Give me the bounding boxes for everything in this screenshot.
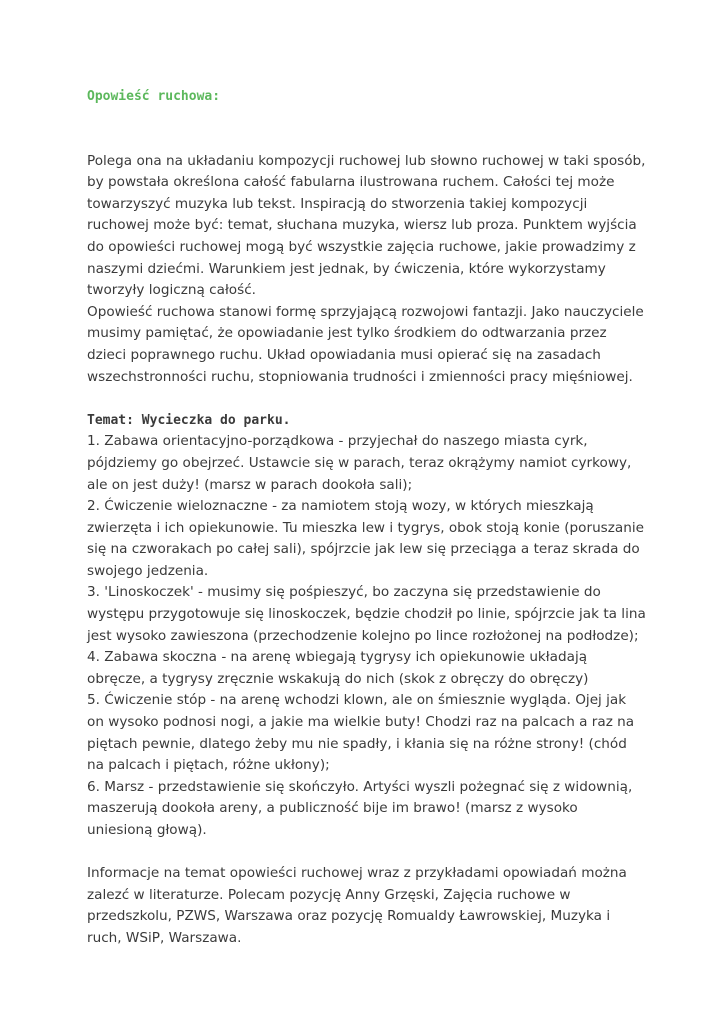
second-paragraph: Opowieść ruchowa stanowi formę sprzyjającą rozwojowi fantazji. Jako nauczyciele musimy pamiętać, że opowiadanie jest tylko środkiem do odtwarzania przez dzieci poprawnego ruchu. Układ opowiadania musi opierać się na zasadach wszechstronności ruchu, stopniowania trudności i zmienności pracy mięśniowej. [87, 303, 644, 385]
document-body [87, 86, 647, 950]
document-title: Opowieść ruchowa: [87, 89, 221, 104]
list-item: 5. Ćwiczenie stóp - na arenę wchodzi klown, ale on śmiesznie wygląda. Ojej jak on wysoko podnosi nogi, a jakie ma wielkie buty! Chodzi raz na palcach a raz na piętach pewnie, dlatego żeby mu nie spadły, i kłania się na różne strony! (chód na palcach i piętach, różne ukłony); [87, 692, 635, 774]
list-item: 2. Ćwiczenie wieloznaczne - za namiotem stoją wozy, w których mieszkają zwierzęta i ich opiekunowie. Tu mieszka lew i tygrys, obok stoją konie (poruszanie się na czworakach po całej sali), spójrzcie jak lew się przeciąga a teraz skrada do swojego jedzenia. [87, 498, 644, 579]
intro-paragraph: Polega ona na układaniu kompozycji ruchowej lub słowno ruchowej w taki sposób, by powstała określona całość fabularna ilustrowana ruchem. Całości tej może towarzyszyć muzyka lub tekst. Inspiracją do stworzenia takiej kompozycji ruchowej może być: temat, słuchana muzyka, wiersz lub proza. Punktem wyjścia do opowieści ruchowej mogą być wszystkie zajęcia ruchowe, jakie prowadzimy z naszymi dziećmi. Warunkiem jest jednak, by ćwiczenia, które wykorzystamy tworzyły logiczną całość. [87, 152, 646, 299]
spacer [87, 388, 647, 410]
list-item: 4. Zabawa skoczna - na arenę wbiegają tygrysy ich opiekunowie układają obręcze, a tygrysy zręcznie wskakują do nich (skok z obręczy do obręczy) [87, 649, 589, 687]
list-item: 6. Marsz - przedstawienie się skończyło. Artyści wyszli pożegnać się z widownią, maszerują dookoła areny, a publiczność bije im brawo! (marsz z wysoko uniesioną głową). [87, 778, 633, 838]
spacer [87, 108, 647, 151]
spacer [87, 842, 647, 864]
topic-heading: Temat: Wycieczka do parku. [87, 412, 291, 428]
closing-paragraph: Informacje na temat opowieści ruchowej wraz z przykładami opowiadań można zalezć w literaturze. Polecam pozycję Anny Grzęski, Zajęcia ruchowe w przedszkolu, PZWS, Warszawa oraz pozycję Romualdy Ławrowskiej, Muzyka i ruch, WSiP, Warszawa. [87, 865, 627, 946]
list-item: 3. 'Linoskoczek' - musimy się pośpieszyć, bo zaczyna się przedstawienie do występu przygotowuje się linoskoczek, będzie chodził po linie, spójrzcie jak ta lina jest wysoko zawieszona (przechodzenie kolejno po lince rozłożonej na podłodze); [87, 584, 646, 644]
list-item: 1. Zabawa orientacyjno-porządkowa - przyjechał do naszego miasta cyrk, pójdziemy go obejrzeć. Ustawcie się w parach, teraz okrążymy namiot cyrkowy, ale on jest duży! (marsz w parach dookoła sali); [87, 433, 632, 493]
